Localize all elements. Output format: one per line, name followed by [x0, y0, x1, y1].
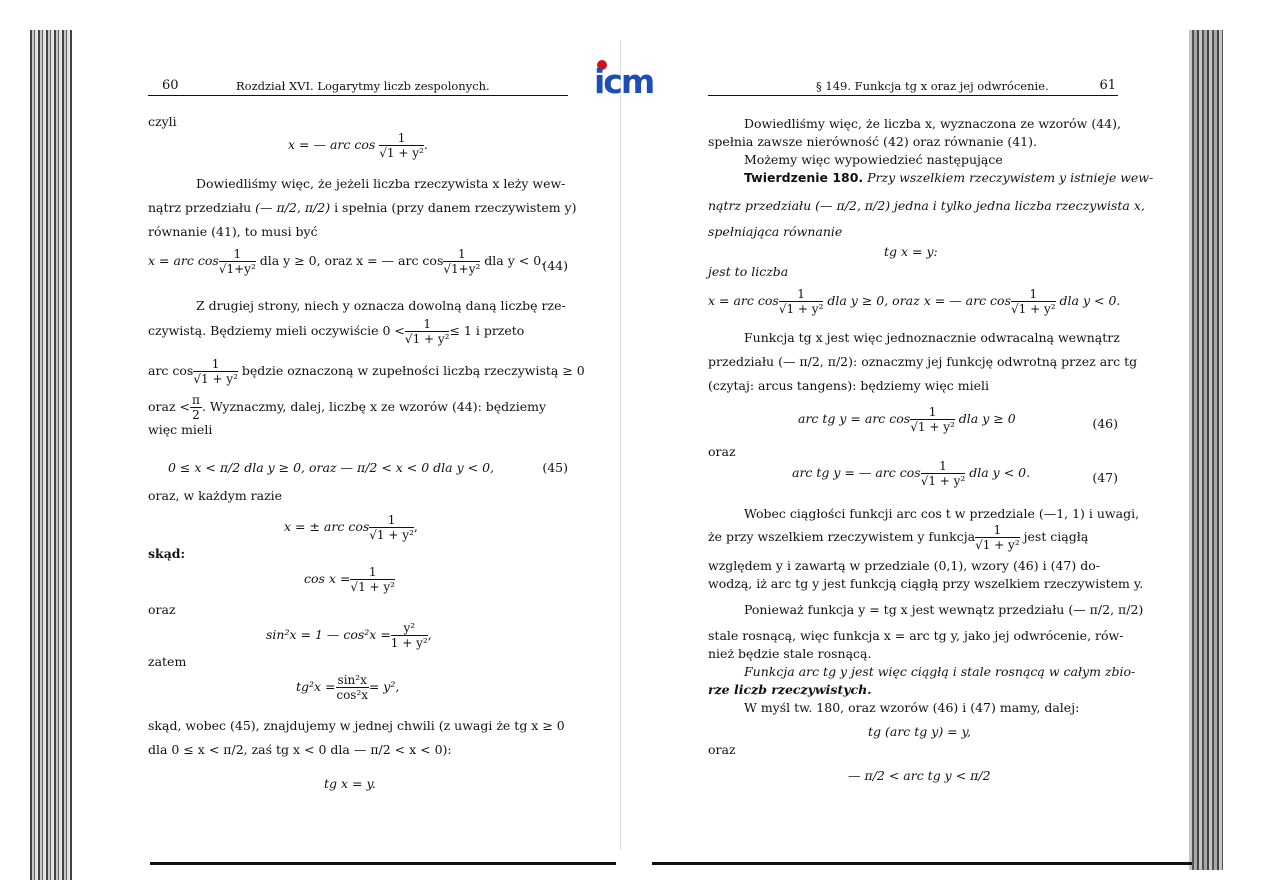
paragraph-line: spełnia zawsze nierówność (42) oraz równanie (41). — [708, 134, 1037, 149]
theorem-line: Twierdzenie 180. Przy wszelkiem rzeczywistem y istnieje wew- — [744, 170, 1154, 185]
left-page — [148, 75, 585, 795]
right-header-title: § 149. Funkcja tg x oraz jej odwrócenie. — [816, 79, 1049, 93]
equation-tg-arctg: tg (arc tg y) = y, — [868, 724, 972, 739]
theorem-line: nątrz przedziału (— π/2, π/2) jedna i tylko jedna liczba rzeczywista x, — [708, 198, 1145, 213]
paragraph-line: dla 0 ≤ x < π/2, zaś tg x < 0 dla — π/2 < x < 0): — [148, 742, 452, 757]
equation-x-arccos: x = — arc cos $\frac{1}{\text{√1 + y²}}$ . — [288, 131, 428, 160]
paragraph-line: stale rosnącą, więc funkcja x = arc tg y, jako jej odwrócenie, rów- — [708, 628, 1124, 643]
paragraph-line: Wobec ciągłości funkcji arc cos t w przedziale (—1, 1) i uwagi, — [744, 506, 1140, 521]
equation-sin: sin²x = 1 — cos²x = $\frac{\text{y²}}{\text{1 + y²}}$ , — [266, 621, 432, 650]
equation-cos: cos x = $\frac{1}{\text{√1 + y²}}$ — [304, 565, 395, 594]
scan-edge-left — [30, 30, 72, 880]
equation-tgx-y: tg x = y. — [324, 776, 376, 791]
paragraph-line: Funkcja tg x jest więc jednoznacznie odwracalną wewnątrz — [744, 330, 1120, 345]
paragraph-line: Z drugiej strony, niech y oznacza dowolną daną liczbę rze- — [196, 298, 566, 313]
paragraph-line: nież będzie stale rosnącą. — [708, 646, 872, 661]
text-czyli: czyli — [148, 114, 177, 129]
paragraph-line: Funkcja arc tg y jest więc ciągłą i stale rosnącą w całym zbio- — [744, 664, 1136, 679]
text-zatem: zatem — [148, 654, 187, 669]
book-gutter — [620, 40, 621, 850]
page-bottom-edge-right — [652, 862, 1192, 865]
equation-arctg-range: — π/2 < arc tg y < π/2 — [848, 768, 991, 783]
equation-number: (47) — [1092, 470, 1118, 485]
paragraph-line: Dowiedliśmy więc, że jeżeli liczba rzeczywista x leży wew- — [196, 176, 566, 191]
right-running-head — [708, 75, 1118, 96]
text-oraz: oraz — [148, 602, 176, 617]
equation-45: 0 ≤ x < π/2 dla y ≥ 0, oraz — π/2 < x < 0 dla y < 0, (45) — [168, 460, 568, 475]
equation-number: (46) — [1092, 416, 1118, 431]
paragraph-line: przedziału (— π/2, π/2): oznaczmy jej funkcję odwrotną przez arc tg — [708, 354, 1138, 369]
paragraph-line: W myśl tw. 180, oraz wzorów (46) i (47) mamy, dalej: — [744, 700, 1080, 715]
text-jest-to: jest to liczba — [708, 264, 789, 279]
paragraph-line: oraz < $\frac{\pi}{2}$ . Wyznaczmy, dalej, liczbę x ze wzorów (44): będziemy — [148, 393, 547, 422]
equation-number: (44) — [542, 258, 568, 273]
left-page-number: 60 — [162, 78, 179, 93]
equation-x-def: x = arc cos $\frac{1}{\text{√1 + y²}}$ dla y ≥ 0, oraz x = — arc cos $\frac{1}{\text{√1 + y²}}$ dla y < 0. — [708, 287, 1121, 316]
text-oraz: oraz — [708, 444, 736, 459]
icm-logo — [594, 60, 664, 100]
equation-tg2: tg²x = $\frac{\text{sin²x}}{\text{cos²x}}$ = y², — [296, 673, 400, 702]
equation-46: arc tg y = arc cos $\frac{1}{\text{√1 + y²}}$ dla y ≥ 0 (46) — [798, 405, 1118, 434]
equation-47: arc tg y = — arc cos $\frac{1}{\text{√1 + y²}}$ dla y < 0. (47) — [792, 459, 1118, 488]
equation-x-pm: x = ± arc cos $\frac{1}{\text{√1 + y²}}$ , — [284, 513, 418, 542]
right-page — [708, 75, 1154, 795]
paragraph-line: czywistą. Będziemy mieli oczywiście 0 < $\frac{1}{\text{√1 + y²}}$ ≤ 1 i przeto — [148, 317, 525, 346]
text-skad: skąd: — [148, 546, 186, 561]
equation-44: x = arc cos $\frac{1}{\text{√1+y²}}$ dla y ≥ 0, oraz x = — arc cos $\frac{1}{\text{√1+y²}}$ dla y < 0. (44) — [148, 247, 568, 276]
paragraph-line: wodzą, iż arc tg y jest funkcją ciągłą przy wszelkiem rzeczywistem y. — [708, 576, 1144, 591]
logo-text: icm — [594, 62, 654, 101]
paragraph-line: skąd, wobec (45), znajdujemy w jednej chwili (z uwagi że tg x ≥ 0 — [148, 718, 565, 733]
paragraph-line: więc mieli — [148, 422, 213, 437]
paragraph-line: oraz, w każdym razie — [148, 488, 283, 503]
paragraph-line: rze liczb rzeczywistych. — [708, 682, 872, 697]
paragraph-line: względem y i zawartą w przedziale (0,1), wzory (46) i (47) do- — [708, 558, 1100, 573]
right-page-number: 61 — [1099, 78, 1116, 93]
left-header-title: Rozdział XVI. Logarytmy liczb zespolonych. — [236, 79, 490, 93]
scan-edge-right — [1189, 30, 1223, 870]
paragraph-line: Ponieważ funkcja y = tg x jest wewnątz przedziału (— π/2, π/2) — [744, 602, 1144, 617]
left-running-head — [148, 75, 568, 96]
theorem-label: Twierdzenie 180. — [744, 170, 864, 185]
paragraph-line: Możemy więc wypowiedzieć następujące — [744, 152, 1003, 167]
equation-tgx-y: tg x = y: — [884, 244, 938, 259]
equation-number: (45) — [542, 460, 568, 475]
paragraph-line: równanie (41), to musi być — [148, 224, 318, 239]
paragraph-line: że przy wszelkiem rzeczywistem y funkcja $\frac{1}{\text{√1 + y²}}$ jest ciągłą — [708, 523, 1089, 552]
theorem-line: spełniająca równanie — [708, 224, 843, 239]
text-oraz: oraz — [708, 742, 736, 757]
paragraph-line: nątrz przedziału (— π/2, π/2) i spełnia (przy danem rzeczywistem y) — [148, 200, 577, 215]
paragraph-line: Dowiedliśmy więc, że liczba x, wyznaczona ze wzorów (44), — [744, 116, 1121, 131]
paragraph-line: arc cos $\frac{1}{\text{√1 + y²}}$ będzie oznaczoną w zupełności liczbą rzeczywistą ≥ 0 — [148, 357, 585, 386]
paragraph-line: (czytaj: arcus tangens): będziemy więc mieli — [708, 378, 989, 393]
page-bottom-edge-left — [150, 862, 616, 865]
